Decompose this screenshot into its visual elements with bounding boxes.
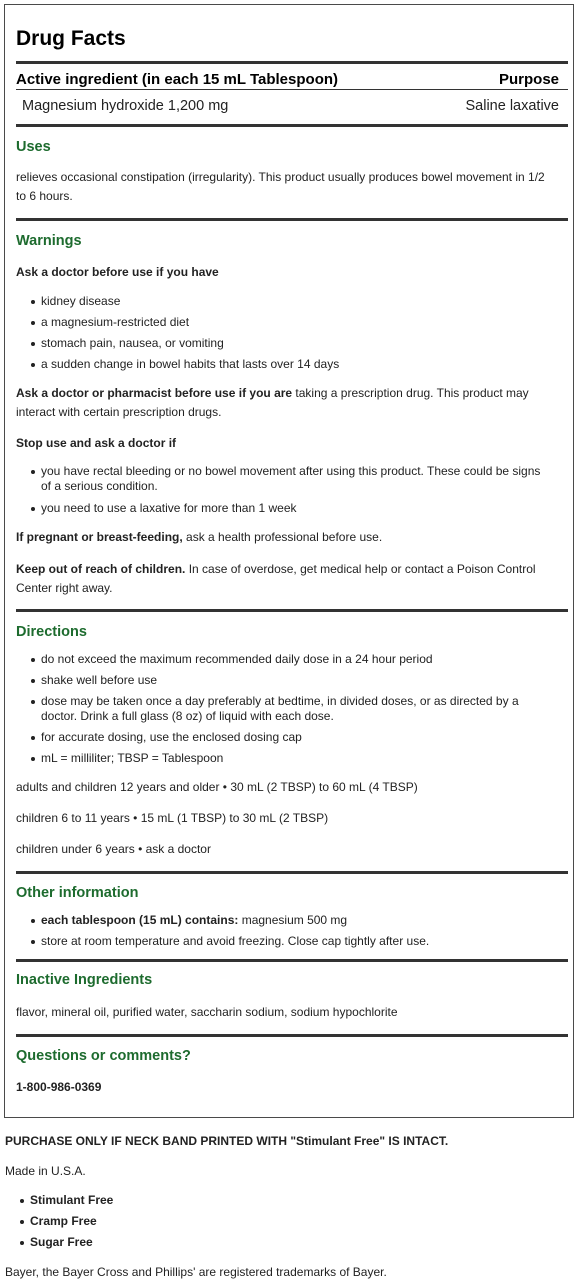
purchase-notice: PURCHASE ONLY IF NECK BAND PRINTED WITH "Stimulant Free" IS INTACT. <box>5 1134 449 1148</box>
children-warning-text: In case of overdose, get medical help or contact a Poison Control Center right away. <box>16 562 536 595</box>
questions-heading: Questions or comments? <box>16 1048 191 1064</box>
list-item: a sudden change in bowel habits that lasts over 14 days <box>41 357 551 372</box>
other-info-item-bold: each tablespoon (15 mL) contains: <box>41 913 239 927</box>
trademark-notice: Bayer, the Bayer Cross and Phillips' are registered trademarks of Bayer. <box>5 1265 387 1279</box>
uses-heading: Uses <box>16 139 51 155</box>
dose-adults: adults and children 12 years and older • 30 mL (2 TBSP) to 60 mL (4 TBSP) <box>16 780 418 794</box>
pharmacist-warning-bold: Ask a doctor or pharmacist before use if you are <box>16 386 293 400</box>
other-info-item-text: magnesium 500 mg <box>238 913 348 927</box>
other-info-divider <box>16 871 568 874</box>
inactive-text: flavor, mineral oil, purified water, saccharin sodium, sodium hypochlorite <box>16 1005 398 1019</box>
directions-heading: Directions <box>16 624 87 640</box>
drug-facts-title: Drug Facts <box>16 27 126 50</box>
pregnant-warning-text: ask a health professional before use. <box>182 530 383 544</box>
list-item: Sugar Free <box>30 1235 93 1249</box>
ask-doctor-heading: Ask a doctor before use if you have <box>16 265 219 279</box>
list-item: shake well before use <box>41 673 551 688</box>
list-item: for accurate dosing, use the enclosed dosing cap <box>41 730 551 745</box>
list-item: kidney disease <box>41 294 551 309</box>
pregnant-warning <box>16 528 556 547</box>
made-in: Made in U.S.A. <box>5 1164 86 1178</box>
list-item: you have rectal bleeding or no bowel movement after using this product. These could be signs of a serious condition. <box>41 464 551 494</box>
list-item: stomach pain, nausea, or vomiting <box>41 336 551 351</box>
dose-under-6: children under 6 years • ask a doctor <box>16 842 211 856</box>
pregnant-warning-bold: If pregnant or breast-feeding, <box>16 530 183 544</box>
list-item: a magnesium-restricted diet <box>41 315 551 330</box>
inactive-divider <box>16 959 568 962</box>
list-item: mL = milliliter; TBSP = Tablespoon <box>41 751 551 766</box>
list-item <box>41 913 551 928</box>
ingredient-purpose: Saline laxative <box>465 98 559 114</box>
questions-divider <box>16 1034 568 1037</box>
active-divider <box>16 89 568 90</box>
pharmacist-warning <box>16 384 556 422</box>
drug-facts-panel <box>4 4 574 1118</box>
children-warning <box>16 560 556 598</box>
other-info-heading: Other information <box>16 885 139 901</box>
list-item: Stimulant Free <box>30 1193 114 1207</box>
title-divider <box>16 61 568 64</box>
phone-number: 1-800-986-0369 <box>16 1080 102 1094</box>
ingredient-name: Magnesium hydroxide 1,200 mg <box>22 98 229 114</box>
directions-divider <box>16 609 568 612</box>
list-item: do not exceed the maximum recommended daily dose in a 24 hour period <box>41 652 551 667</box>
list-item: Cramp Free <box>30 1214 97 1228</box>
stop-use-heading: Stop use and ask a doctor if <box>16 436 177 450</box>
active-ingredient-heading: Active ingredient (in each 15 mL Tablespoon) <box>16 71 339 88</box>
uses-divider <box>16 124 568 127</box>
warnings-divider <box>16 218 568 221</box>
uses-text: relieves occasional constipation (irregularity). This product usually produces bowel movement in 1/2 to 6 hours. <box>16 170 545 203</box>
purpose-heading: Purpose <box>498 71 559 88</box>
dose-children: children 6 to 11 years • 15 mL (1 TBSP) to 30 mL (2 TBSP) <box>16 811 329 825</box>
children-warning-bold: Keep out of reach of children. <box>16 562 186 576</box>
list-item: store at room temperature and avoid freezing. Close cap tightly after use. <box>41 934 551 949</box>
inactive-heading: Inactive Ingredients <box>16 972 153 988</box>
list-item: dose may be taken once a day preferably at bedtime, in divided doses, or as directed by a doctor. Drink a full glass (8 oz) of liquid with each dose. <box>41 694 551 724</box>
pharmacist-warning-text: taking a prescription drug. This product may interact with certain prescription drugs. <box>16 386 529 419</box>
warnings-heading: Warnings <box>16 233 82 249</box>
list-item: you need to use a laxative for more than 1 week <box>41 501 551 516</box>
